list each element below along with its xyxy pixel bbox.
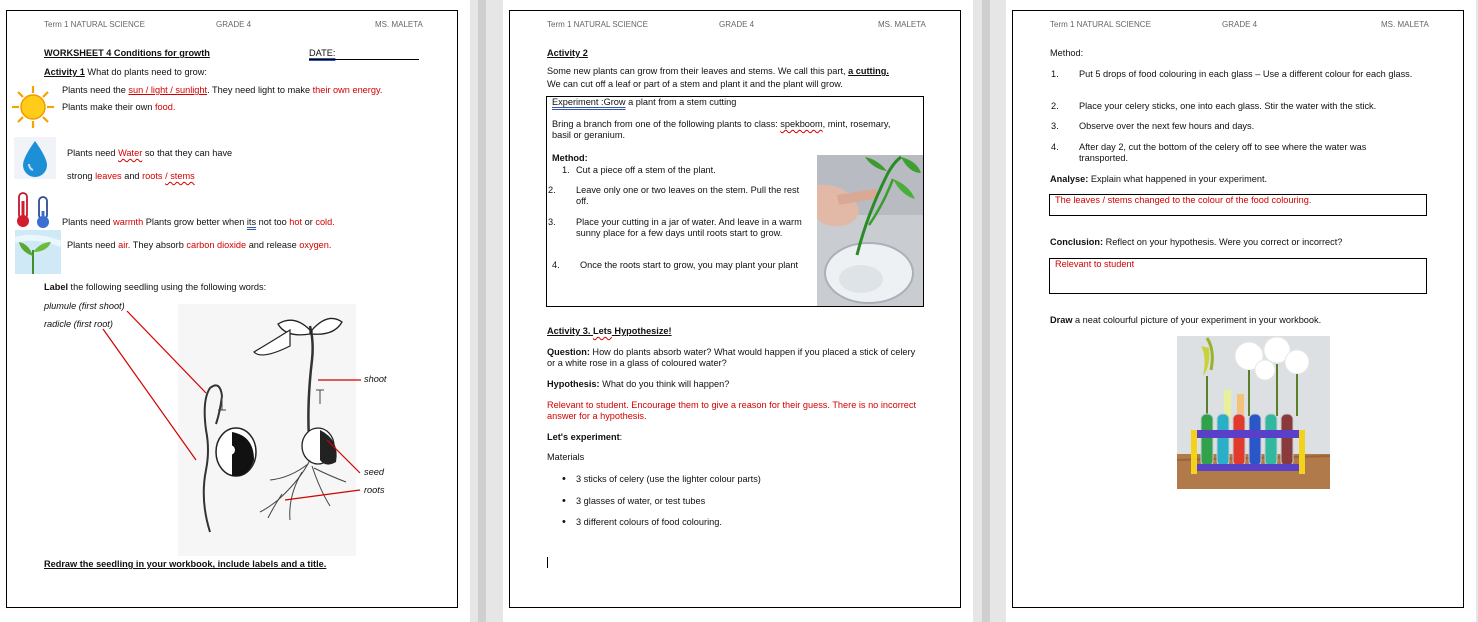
header-left: Term 1 NATURAL SCIENCE: [547, 20, 648, 29]
worksheet-title: WORKSHEET 4 Conditions for growth: [44, 48, 210, 58]
hypothesis-text: Hypothesis: What do you think will happen?: [547, 379, 730, 389]
header-center: GRADE 4: [719, 20, 755, 29]
label-instruction: Label the following seedling using the following words:: [44, 282, 267, 292]
date-label: DATE:: [309, 48, 419, 60]
intro-line-2: We can cut off a leaf or part of a stem and plant it and the plant will grow.: [547, 79, 843, 89]
lets-experiment: Let's experiment:: [547, 432, 623, 442]
header-right: MS. MALETA: [878, 20, 926, 29]
page-1: [0, 0, 470, 622]
diagram-label-shoot: shoot: [364, 374, 387, 384]
step-4: 4. Once the roots start to grow, you may plant your plant: [552, 260, 799, 270]
page-gap: [982, 0, 990, 622]
material-item: • 3 glasses of water, or test tubes: [576, 496, 705, 507]
step-2: 2. Place your celery sticks, one into each glass. Stir the water with the stick.: [1051, 101, 1377, 111]
page-gap: [478, 0, 486, 622]
page-3: [1006, 0, 1476, 622]
page-2: [503, 0, 973, 622]
step-2: 2. Leave only one or two leaves on the stem. Pull the rest off.: [548, 185, 800, 206]
experiment-title: Experiment :Grow a plant from a stem cutting: [552, 97, 737, 107]
step-3: 3. Observe over the next few hours and days.: [1051, 121, 1255, 131]
water-line-2: strong leaves and roots / stems: [67, 171, 195, 181]
test-tubes-photo: [1177, 336, 1330, 489]
air-line: Plants need air. They absorb carbon dioxide and release oxygen.: [67, 240, 332, 250]
word-radicle: radicle (first root): [44, 319, 113, 329]
header-center: GRADE 4: [1222, 20, 1258, 29]
header-center: GRADE 4: [216, 20, 252, 29]
warmth-line: Plants need warmth Plants grow better when its not too hot or cold.: [62, 217, 335, 227]
material-item: • 3 sticks of celery (use the lighter colour parts): [576, 474, 761, 485]
materials-heading: Materials: [547, 452, 585, 462]
step-3: 3. Place your cutting in a jar of water. And leave in a warm sunny place for a few days until roots start to grow.: [548, 217, 802, 238]
conclusion-answer: Relevant to student: [1055, 259, 1135, 269]
step-1: 1. Put 5 drops of food colouring in each glass – Use a different colour for each glass.: [1051, 69, 1413, 79]
header-right: MS. MALETA: [375, 20, 423, 29]
header-right: MS. MALETA: [1381, 20, 1429, 29]
redraw-instruction: Redraw the seedling in your workbook, include labels and a title.: [44, 559, 327, 569]
draw-instruction: Draw a neat colourful picture of your experiment in your workbook.: [1050, 315, 1322, 325]
conclusion-prompt: Conclusion: Reflect on your hypothesis. Were you correct or incorrect?: [1050, 237, 1343, 247]
water-line-1: Plants need Water so that they can have: [67, 148, 233, 158]
header-left: Term 1 NATURAL SCIENCE: [44, 20, 145, 29]
label-lines: [0, 0, 470, 622]
method-heading: Method:: [552, 153, 588, 163]
word-plumule: plumule (first shoot): [44, 301, 125, 311]
intro-line-1: Some new plants can grow from their leaves and stems. We call this part, a cutting.: [547, 66, 889, 76]
question-text: Question: How do plants absorb water? What would happen if you placed a stick of celery or a white rose in a glass of coloured water?: [547, 347, 916, 368]
analyse-answer: The leaves / stems changed to the colour of the food colouring.: [1055, 195, 1312, 205]
sun-line-1: Plants need the sun / light / sunlight. They need light to make their own energy.: [62, 85, 383, 95]
bring-line-2: basil or geranium.: [552, 130, 626, 140]
step-4: 4. After day 2, cut the bottom of the celery off to see where the water was transported.: [1051, 142, 1367, 163]
hypothesis-answer: Relevant to student. Encourage them to give a reason for their guess. There is no incorrect answer for a hypothesis.: [547, 400, 917, 421]
activity2-heading: Activity 2: [547, 48, 588, 58]
header-left: Term 1 NATURAL SCIENCE: [1050, 20, 1151, 29]
step-1: 1. Cut a piece off a stem of the plant.: [562, 165, 716, 175]
diagram-label-seed: seed: [364, 467, 384, 477]
sun-line-2: Plants make their own food.: [62, 102, 176, 112]
page-border: [1012, 10, 1464, 608]
activity3-heading: Activity 3. Lets Hypothesize!: [547, 326, 672, 336]
method-heading: Method:: [1050, 48, 1084, 58]
bring-line-1: Bring a branch from one of the following plants to class: spekboom, mint, rosemary,: [552, 119, 891, 129]
text-cursor[interactable]: [547, 557, 548, 568]
diagram-label-roots: roots: [364, 485, 385, 495]
activity1-heading: Activity 1 What do plants need to grow:: [44, 67, 207, 77]
material-item: • 3 different colours of food colouring.: [576, 517, 722, 528]
analyse-prompt: Analyse: Explain what happened in your experiment.: [1050, 174, 1268, 184]
cutting-photo: [817, 155, 923, 306]
